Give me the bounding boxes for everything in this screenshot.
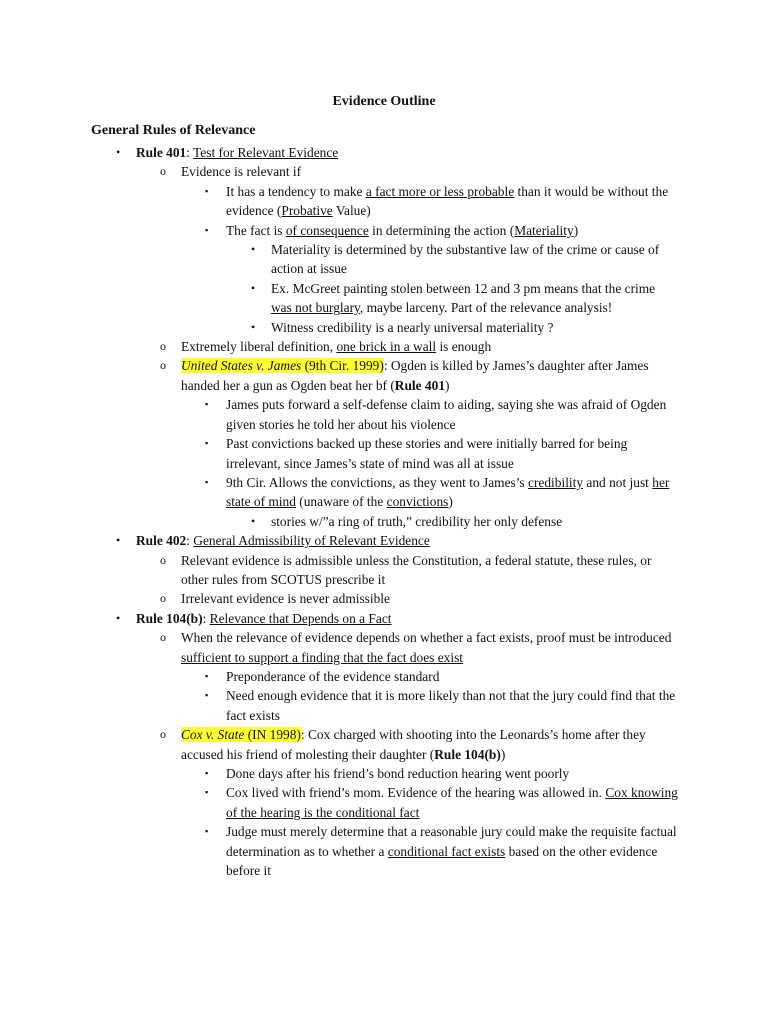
bullet-marker: • xyxy=(251,319,256,334)
item-text: is enough xyxy=(436,339,492,355)
item-text: Ex. McGreet painting stolen between 12 and 3 pm means that the crime xyxy=(271,280,656,296)
bullet-marker: ▪ xyxy=(205,787,209,798)
bullet-marker: • xyxy=(116,145,121,159)
item-text: (unaware of the xyxy=(295,494,387,510)
list-item xyxy=(0,589,768,608)
underlined-text: convictions xyxy=(386,494,449,510)
case-item-cox xyxy=(0,725,768,764)
case-item-james xyxy=(0,356,768,395)
item-text: based on the other evidence before it xyxy=(226,843,658,879)
bullet-marker: o xyxy=(160,727,166,742)
item-text: 9th Cir. Allows the convictions, as they went to James’s xyxy=(226,474,529,490)
case-court: (IN 1998) xyxy=(244,727,301,743)
item-text: Preponderance of the evidence standard xyxy=(226,668,440,684)
case-court: (9th Cir. 1999) xyxy=(301,358,384,374)
underlined-text: one brick in a wall xyxy=(336,339,437,355)
item-text: in determining the action ( xyxy=(368,222,515,238)
outline xyxy=(0,143,768,880)
item-text: Cox lived with friend’s mom. Evidence of the hearing was allowed in. xyxy=(226,785,606,801)
underlined-text: her state of mind xyxy=(226,474,670,510)
underlined-text: of consequence xyxy=(285,222,369,238)
item-text: ) xyxy=(500,746,506,762)
underlined-text: Materiality xyxy=(514,222,574,238)
list-item xyxy=(0,551,768,590)
bullet-marker: o xyxy=(160,630,166,645)
bullet-marker: ▪ xyxy=(205,476,209,487)
bullet-marker: ▪ xyxy=(205,826,209,837)
rule-name: Rule 402 xyxy=(136,533,187,549)
bullet-marker: ▪ xyxy=(205,185,209,196)
bullet-marker: ▪ xyxy=(205,224,209,235)
item-text: Irrelevant evidence is never admissible xyxy=(181,591,390,607)
item-text: Witness credibility is a nearly universal materiality ? xyxy=(271,319,554,335)
list-item xyxy=(0,182,768,221)
document-title: Evidence Outline xyxy=(332,94,436,109)
rule-401-item xyxy=(0,143,768,162)
item-text: ) xyxy=(448,494,453,510)
bullet-marker: ▪ xyxy=(205,768,209,778)
list-item xyxy=(0,162,768,181)
item-text: ) xyxy=(445,377,450,393)
list-item xyxy=(0,667,768,686)
rule-topic: Test for Relevant Evidence xyxy=(193,145,339,160)
item-text: , maybe larceny. Part of the relevance analysis! xyxy=(359,300,613,316)
rule-104b-item xyxy=(0,609,768,628)
bullet-marker: ▪ xyxy=(205,438,209,449)
list-item xyxy=(0,318,768,337)
rule-name: Rule 401 xyxy=(136,145,187,160)
list-item xyxy=(0,764,768,783)
bullet-marker: ▪ xyxy=(205,690,209,701)
bullet-marker: o xyxy=(160,339,166,354)
item-text: Extremely liberal definition, xyxy=(181,339,337,355)
item-text: Evidence is relevant if xyxy=(181,164,302,180)
bullet-marker: ▪ xyxy=(205,670,209,681)
separator: : xyxy=(186,145,194,160)
bullet-marker: • xyxy=(251,280,256,295)
bullet-marker: o xyxy=(160,164,166,179)
list-item xyxy=(0,473,768,512)
rule-reference: Rule 104(b) xyxy=(434,746,501,762)
list-item xyxy=(0,221,768,240)
list-item xyxy=(0,822,768,880)
item-text: Value) xyxy=(332,203,371,219)
case-citation xyxy=(181,727,301,742)
underlined-text: was not burglary xyxy=(271,300,360,316)
list-item xyxy=(0,395,768,434)
case-name: United States v. James xyxy=(181,358,302,374)
bullet-marker: o xyxy=(160,591,166,606)
rule-reference: Rule 401 xyxy=(394,377,446,393)
item-text: Materiality is determined by the substantive law of the crime or cause of action at issue xyxy=(271,242,660,277)
bullet-marker: ▪ xyxy=(205,399,209,410)
item-text: ) xyxy=(573,222,579,238)
rule-topic: Relevance that Depends on a Fact xyxy=(209,610,392,626)
item-text: Judge must merely determine that a reasonable jury could make the requisite factual determination as to whether a xyxy=(226,824,677,859)
item-text: Done days after his friend’s bond reduction hearing went poorly xyxy=(226,766,570,781)
bullet-marker: • xyxy=(116,533,121,548)
bullet-marker: o xyxy=(160,552,166,567)
separator: : xyxy=(202,610,210,626)
separator: : xyxy=(186,533,194,549)
underlined-text: credibility xyxy=(528,474,584,490)
underlined-text: a fact more or less probable xyxy=(365,183,515,199)
item-text: : Ogden is killed by James’s daughter after James handed her a gun as Ogden beat her bf ( xyxy=(181,358,649,393)
item-text: James puts forward a self-defense claim to aiding, saying she was afraid of Ogden given stories he told her about his violence xyxy=(226,397,667,432)
rule-topic: General Admissibility of Relevant Evidence xyxy=(193,533,430,549)
list-item xyxy=(0,279,768,318)
item-text: stories w/”a ring of truth,” credibility her only defense xyxy=(271,513,563,529)
item-text: : Cox charged with shooting into the Leonards’s home after they accused his friend of molesting their daughter ( xyxy=(181,727,646,762)
list-item xyxy=(0,783,768,822)
list-item xyxy=(0,686,768,725)
item-text: Past convictions backed up these stories and were initially barred for being irrelevant, since James’s state of mind was all at issue xyxy=(226,436,628,471)
underlined-text: conditional fact exists xyxy=(387,843,506,859)
bullet-marker: o xyxy=(160,358,166,373)
underlined-text: Probative xyxy=(281,203,333,219)
case-citation xyxy=(181,358,384,373)
item-text: than it would be without the evidence ( xyxy=(226,183,669,219)
rule-name: Rule 104(b) xyxy=(136,610,203,626)
bullet-marker: • xyxy=(251,242,256,257)
item-text: When the relevance of evidence depends on whether a fact exists, proof must be introduced xyxy=(181,630,672,646)
underlined-text: Cox knowing of the hearing is the conditional fact xyxy=(226,785,678,820)
underlined-text: sufficient to support a finding that the fact does exist xyxy=(181,649,464,665)
bullet-marker: • xyxy=(251,513,256,528)
item-text: It has a tendency to make xyxy=(226,183,366,199)
list-item xyxy=(0,512,768,531)
item-text: Relevant evidence is admissible unless the Constitution, a federal statute, these rules, or other rules from SCOTUS prescribe it xyxy=(181,552,652,587)
list-item xyxy=(0,434,768,473)
item-text: and not just xyxy=(583,474,653,490)
list-item xyxy=(0,628,768,667)
section-heading: General Rules of Relevance xyxy=(91,123,256,138)
item-text: Need enough evidence that it is more likely than not that the jury could find that the fact exists xyxy=(226,688,676,723)
case-name: Cox v. State xyxy=(181,727,245,743)
item-text: The fact is xyxy=(226,222,286,238)
list-item xyxy=(0,240,768,279)
bullet-marker: • xyxy=(116,610,121,625)
list-item xyxy=(0,337,768,356)
rule-402-item xyxy=(0,531,768,550)
